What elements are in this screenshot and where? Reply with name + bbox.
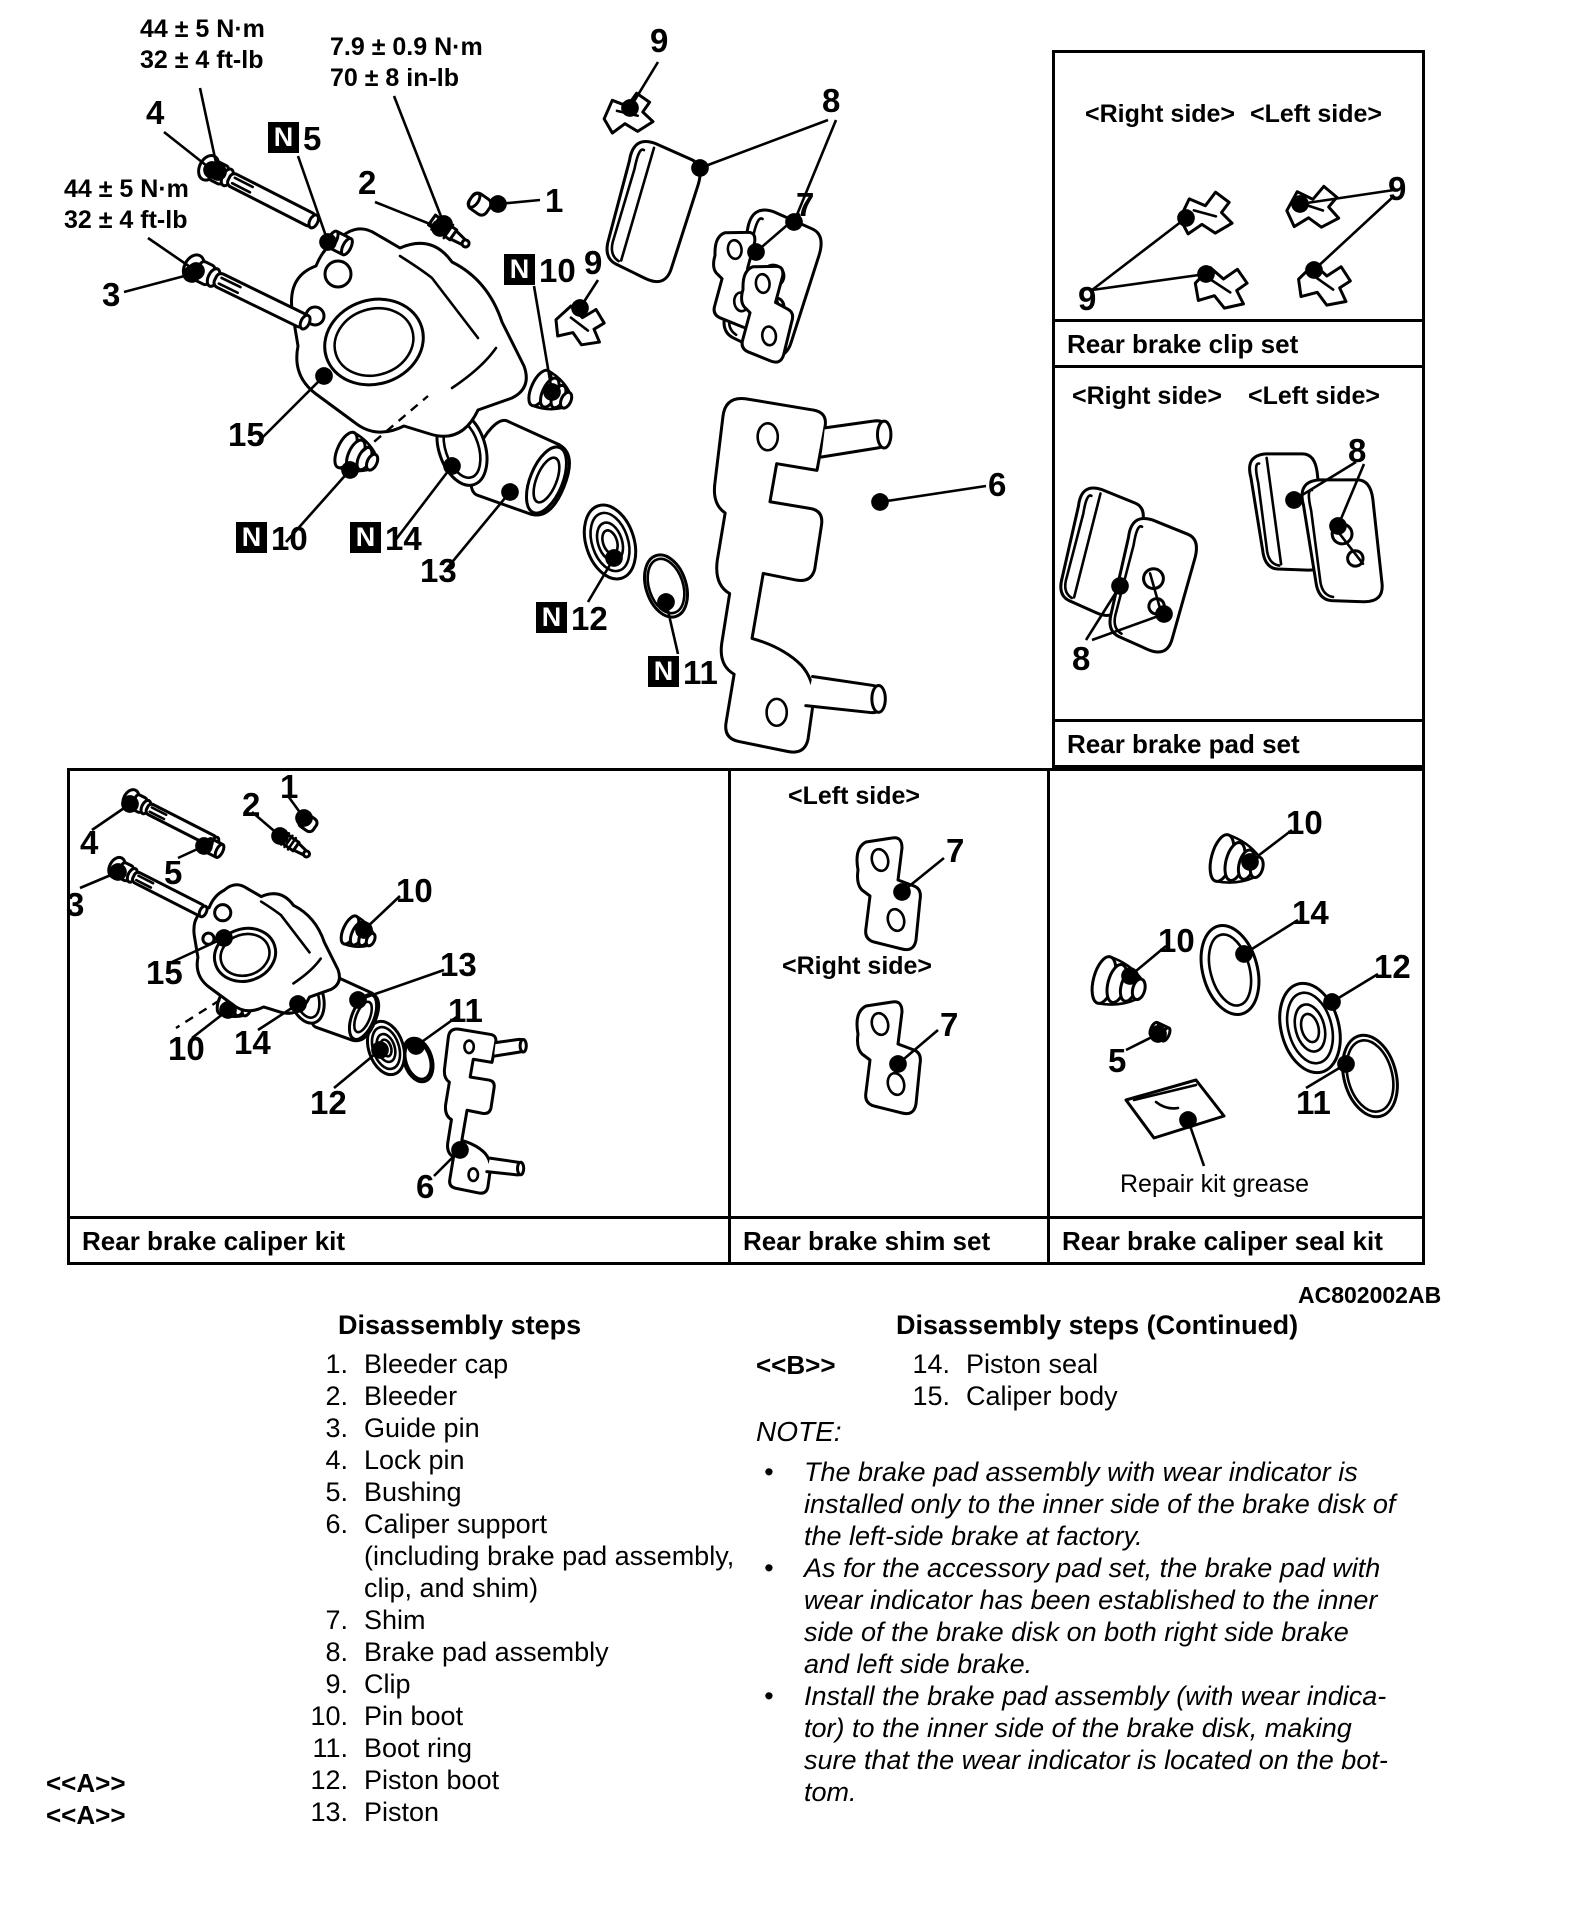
callout-label: N 10 [236, 522, 308, 555]
callout-label: 11 [448, 992, 483, 1029]
n-box-icon: N [504, 254, 535, 285]
note-line: wear indicator has been established to the inner [804, 1585, 1378, 1615]
callout-label: 8 [1348, 432, 1367, 469]
callout-label: 14 [1292, 894, 1329, 931]
callout-label: 1 [280, 768, 299, 805]
callout-label: N 11 [648, 656, 718, 689]
n-box-icon: N [536, 602, 567, 633]
steps-continued-list [880, 1348, 1118, 1412]
panel-caliper-kit [67, 768, 731, 1265]
callout-label: 6 [988, 466, 1007, 503]
callout-label: 7 [946, 832, 965, 869]
callout-label: 7 [796, 186, 815, 223]
step-item: 2. Bleeder [325, 1381, 458, 1411]
callout-label: 13 [420, 552, 457, 589]
shim-set-left-side-label: <Left side> [788, 782, 920, 810]
pad-set-right-side-label: <Right side> [1072, 382, 1223, 410]
torque-spec-lock-pin: 44 ± 5 N·m 32 ± 4 ft-lb [140, 15, 265, 74]
torque-spec-guide-pin: 44 ± 5 N·m 32 ± 4 ft-lb [64, 175, 189, 234]
step-item: 1. Bleeder cap [325, 1349, 509, 1379]
panel-clip-set [1052, 50, 1425, 368]
callout-label: 8 [822, 82, 841, 119]
callout-label: 5 [164, 854, 183, 891]
step-item-continuation: (including brake pad assembly, [364, 1541, 735, 1571]
step-item: 4. Lock pin [325, 1445, 465, 1475]
callout-label: 6 [416, 1168, 435, 1205]
callout-label: 9 [1078, 280, 1097, 317]
callout-label: 1 [545, 182, 564, 219]
step-item: 13. Piston [310, 1797, 440, 1827]
callout-label: 10 [168, 1030, 205, 1067]
callout-label: 2 [242, 786, 261, 823]
step-item: 3. Guide pin [325, 1413, 480, 1443]
callout-label: N 10 [504, 254, 576, 287]
pad-set-left-side-label: <Left side> [1248, 382, 1380, 410]
step-item: 12. Piston boot [310, 1765, 500, 1795]
note-line: sure that the wear indicator is located on the bot- [804, 1745, 1388, 1775]
callout-label: 10 [1286, 804, 1323, 841]
step-item: 15. Caliper body [912, 1381, 1118, 1411]
step-item: 8. Brake pad assembly [325, 1637, 609, 1667]
callout-label: N 12 [536, 602, 608, 635]
note-line: tor) to the inner side of the brake disk, making [804, 1713, 1352, 1743]
callout-label: 2 [358, 164, 377, 201]
panel-shim-set [731, 768, 1050, 1265]
step-item: 14. Piston seal [912, 1349, 1099, 1379]
step-item-continuation: clip, and shim) [364, 1573, 539, 1603]
callout-label: 9 [1388, 170, 1407, 207]
callout-label: 14 [234, 1024, 271, 1061]
steps-continued-heading: Disassembly steps (Continued) [896, 1310, 1299, 1340]
panel-caliper-kit-label: Rear brake caliper kit [70, 1216, 728, 1262]
callout-label: 7 [940, 1006, 959, 1043]
callout-label: 15 [228, 416, 265, 453]
panel-clip-set-label: Rear brake clip set [1055, 319, 1422, 365]
note-line: • As for the accessory pad set, the brake pad with [756, 1552, 1395, 1584]
steps-heading: Disassembly steps [338, 1310, 582, 1340]
callout-label: 9 [650, 22, 669, 59]
marker-a-2: <<A>> [46, 1800, 126, 1830]
clip-set-right-side-label: <Right side> [1085, 100, 1236, 128]
shim-set-right-side-label: <Right side> [782, 952, 933, 980]
callout-label: N 14 [350, 522, 422, 555]
note-line: and left side brake. [804, 1649, 1033, 1679]
callout-label: 5 [1108, 1042, 1127, 1079]
panel-pad-set [1052, 368, 1425, 768]
leader-lines [124, 62, 986, 654]
step-item: 10. Pin boot [310, 1701, 464, 1731]
step-item: 6. Caliper support [325, 1509, 548, 1539]
callout-label: N 5 [268, 122, 321, 155]
n-box-icon: N [350, 522, 381, 553]
note-line: installed only to the inner side of the brake disk of [804, 1489, 1396, 1519]
marker-b: <<B>> [756, 1350, 836, 1380]
callout-label: 15 [146, 954, 183, 991]
callout-label: 3 [66, 886, 85, 923]
note-line: side of the brake disk on both right side brake [804, 1617, 1349, 1647]
figure-code: AC802002AB [1298, 1282, 1442, 1308]
step-item: 7. Shim [325, 1605, 426, 1635]
note-bullet-list [756, 1456, 1395, 1808]
step-item: 11. Boot ring [312, 1733, 473, 1763]
note-line: • The brake pad assembly with wear indicator is [756, 1456, 1395, 1488]
marker-a-1: <<A>> [46, 1768, 126, 1798]
torque-spec-bleeder: 7.9 ± 0.9 N·m 70 ± 8 in-lb [330, 33, 483, 92]
callout-label: 8 [1072, 640, 1091, 677]
repair-kit-grease-label: Repair kit grease [1120, 1170, 1309, 1198]
callout-label: 12 [310, 1084, 347, 1121]
callout-label: 3 [102, 276, 121, 313]
n-box-icon: N [268, 122, 299, 153]
callout-label: 10 [1158, 922, 1195, 959]
note-heading: NOTE: [756, 1416, 842, 1447]
panel-pad-set-label: Rear brake pad set [1055, 719, 1422, 765]
note-line: the left-side brake at factory. [804, 1521, 1143, 1551]
clip-set-left-side-label: <Left side> [1250, 100, 1382, 128]
step-item: 9. Clip [325, 1669, 411, 1699]
panel-shim-set-label: Rear brake shim set [731, 1216, 1047, 1262]
steps-list [278, 1348, 734, 1828]
callout-label: 10 [396, 872, 433, 909]
callout-label: 4 [80, 824, 99, 861]
note-line: tom. [804, 1777, 857, 1807]
callout-label: 13 [440, 946, 477, 983]
step-item: 5. Bushing [325, 1477, 462, 1507]
note-line: • Install the brake pad assembly (with wear indica- [756, 1680, 1395, 1712]
panel-seal-kit-label: Rear brake caliper seal kit [1050, 1216, 1422, 1262]
callout-label: 12 [1374, 948, 1411, 985]
callout-label: 11 [1296, 1084, 1331, 1121]
callout-label: 4 [146, 94, 165, 131]
n-box-icon: N [236, 522, 267, 553]
n-box-icon: N [648, 656, 679, 687]
callout-label: 9 [584, 244, 603, 281]
